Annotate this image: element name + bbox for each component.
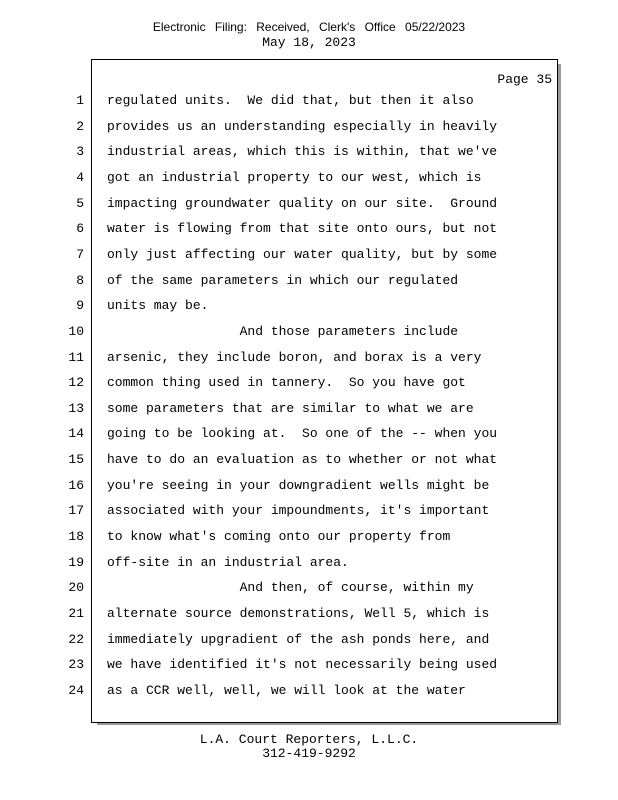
line-number: 21	[68, 606, 84, 621]
line-number: 17	[68, 503, 84, 519]
footer-company: L.A. Court Reporters, L.L.C.	[199, 732, 419, 747]
transcript-line	[0, 247, 560, 267]
line-text: associated with your impoundments, it's important	[107, 503, 490, 519]
transcript-line	[0, 529, 560, 549]
line-text: provides us an understanding especially in heavily	[107, 118, 498, 134]
transcript-line	[0, 503, 560, 523]
line-text: of the same parameters in which our regulated	[107, 272, 459, 288]
line-number: 13	[68, 400, 84, 416]
transcript-line	[0, 375, 560, 395]
line-number: 10	[68, 323, 84, 339]
line-number: 6	[76, 221, 84, 237]
line-number: 2	[76, 118, 84, 134]
line-text: to know what's coming onto our property from	[107, 529, 451, 545]
line-text: regulated units. We did that, but then it also	[107, 93, 474, 108]
line-number: 16	[68, 477, 84, 493]
line-text: off-site in an industrial area.	[107, 554, 349, 570]
line-number: 11	[68, 349, 84, 365]
line-text: some parameters that are similar to what we are	[107, 400, 474, 416]
line-number: 23	[68, 657, 84, 673]
line-number: 22	[68, 631, 84, 647]
line-number: 24	[68, 682, 84, 698]
line-number: 1	[76, 93, 84, 108]
transcript-line	[0, 324, 560, 344]
line-text: arsenic, they include boron, and borax is a very	[107, 349, 482, 365]
line-text: you're seeing in your downgradient wells might be	[107, 477, 490, 493]
transcript-line	[0, 119, 560, 139]
line-text: we have identified it's not necessarily being used	[107, 657, 498, 673]
line-number: 4	[76, 169, 84, 185]
transcript-date: May 18, 2023	[262, 35, 356, 50]
line-text: immediately upgradient of the ash ponds here, and	[107, 631, 490, 647]
line-text: alternate source demonstrations, Well 5, which is	[107, 606, 490, 621]
transcript-line	[0, 606, 560, 626]
line-number: 7	[76, 246, 84, 262]
line-text: only just affecting our water quality, but by some	[107, 246, 498, 262]
transcript-line	[0, 580, 560, 600]
transcript-line	[0, 273, 560, 293]
line-number: 3	[76, 144, 84, 160]
transcript-line	[0, 555, 560, 575]
transcript-line	[0, 478, 560, 498]
line-number: 18	[68, 529, 84, 545]
transcript-line	[0, 144, 560, 164]
transcript-line	[0, 221, 560, 241]
line-text: And those parameters include	[107, 323, 459, 339]
line-text: as a CCR well, well, we will look at the water	[107, 682, 466, 698]
line-number: 20	[68, 580, 84, 596]
transcript-line	[0, 350, 560, 370]
transcript-line	[0, 426, 560, 446]
line-number: 14	[68, 426, 84, 442]
line-text: common thing used in tannery. So you have got	[107, 375, 466, 391]
transcript-line	[0, 170, 560, 190]
line-text: And then, of course, within my	[107, 580, 474, 596]
line-text: industrial areas, which this is within, that we've	[107, 144, 498, 160]
footer	[0, 733, 618, 761]
line-number: 19	[68, 554, 84, 570]
line-number: 8	[76, 272, 84, 288]
transcript-line	[0, 196, 560, 216]
transcript-line	[0, 93, 560, 113]
line-text: have to do an evaluation as to whether or not what	[107, 452, 498, 468]
transcript-line	[0, 632, 560, 652]
page-number: Page 35	[497, 72, 552, 87]
transcript-line	[0, 298, 560, 318]
filing-stamp: Electronic Filing: Received, Clerk's Office 05/22/2023	[152, 20, 466, 34]
transcript-line	[0, 452, 560, 472]
line-text: going to be looking at. So one of the -- when you	[107, 426, 498, 442]
transcript-line	[0, 401, 560, 421]
footer-phone: 312-419-9292	[262, 746, 356, 761]
line-text: units may be.	[107, 298, 209, 314]
line-number: 5	[76, 195, 84, 211]
line-number: 15	[68, 452, 84, 468]
line-number: 9	[76, 298, 84, 314]
line-text: impacting groundwater quality on our site. Ground	[107, 195, 498, 211]
transcript-line	[0, 657, 560, 677]
transcript-line	[0, 683, 560, 703]
line-text: got an industrial property to our west, which is	[107, 169, 482, 185]
line-text: water is flowing from that site onto ours, but not	[107, 221, 498, 237]
line-number: 12	[68, 375, 84, 391]
